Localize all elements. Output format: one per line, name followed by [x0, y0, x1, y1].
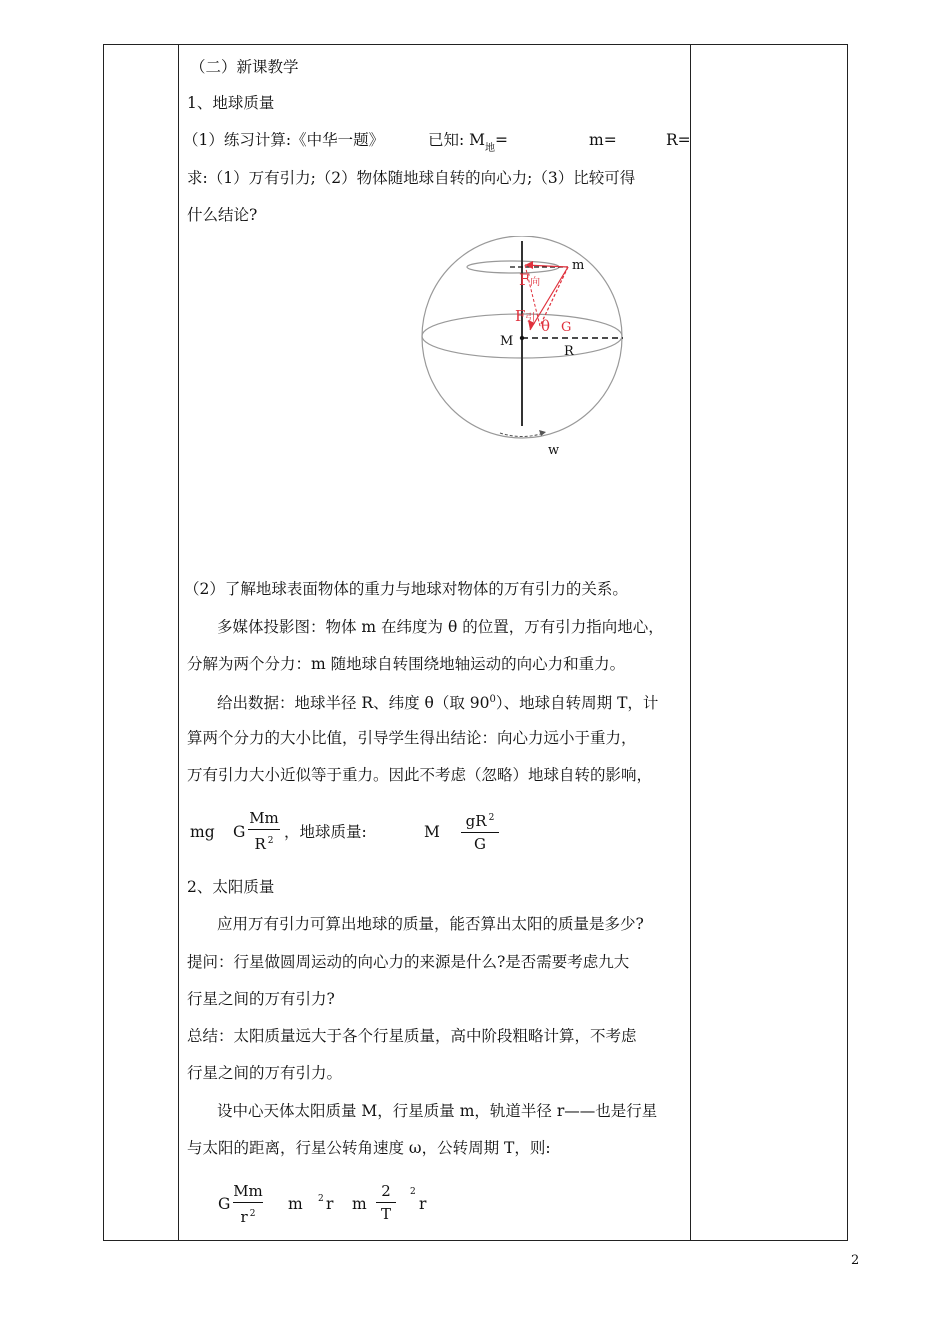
section-title: （二）新课教学: [190, 58, 299, 76]
paragraph-2: （2）了解地球表面物体的重力与地球对物体的万有引力的关系。: [184, 580, 628, 598]
paragraph-6a: 总结：太阳质量远大于各个行星质量，高中阶段粗略计算，不考虑: [187, 1027, 637, 1045]
paragraph-4b: 算两个分力的大小比值，引导学生得出结论：向心力远小于重力，: [187, 729, 637, 747]
f2-fraction2-numerator: 2: [381, 1182, 391, 1200]
exercise-line3: 什么结论?: [187, 206, 258, 224]
known-subscript: 地: [485, 143, 496, 154]
label-f-xiang: [519, 270, 540, 293]
r-equals: R=: [666, 131, 691, 149]
m-equals: m=: [589, 131, 617, 149]
f2-den1-sup: 2: [249, 1209, 256, 1219]
earth-center: [520, 336, 524, 340]
exercise-line1: [183, 130, 384, 150]
label-g: G: [561, 320, 572, 335]
f2-fraction2-denominator: T: [380, 1205, 391, 1223]
para4a-end: ）、地球自转周期 T，计: [495, 694, 659, 713]
f-xiang-letter: F: [519, 270, 531, 289]
den1-sup: 2: [267, 836, 274, 846]
exercise-line2: 求:（1）万有引力;（2）物体随地球自转的向心力;（3）比较可得: [187, 169, 636, 187]
paragraph-5b: 提问：行星做圆周运动的向心力的来源是什么?是否需要考虑九大: [187, 953, 630, 971]
centripetal-arrowhead: [525, 261, 533, 269]
column-divider-left: [178, 44, 179, 1241]
paragraph-3b: 分解为两个分力：m 随地球自转围绕地轴运动的向心力和重力。: [187, 655, 626, 673]
formula2-g: G: [218, 1195, 231, 1213]
f2-fraction1-numerator: Mm: [233, 1182, 263, 1200]
degree-mark: 0: [489, 694, 496, 705]
heading-sun-mass: 2、太阳质量: [187, 878, 275, 896]
label-big-m: M: [500, 334, 514, 349]
formula2-fraction2: [376, 1182, 396, 1223]
f-yin-letter: F: [515, 307, 526, 325]
formula2-sup2: 2: [410, 1187, 416, 1197]
formula1-comma-text: ，地球质量:: [284, 823, 367, 841]
formula1-fraction1: [248, 809, 280, 853]
paragraph-6b: 行星之间的万有引力。: [187, 1064, 343, 1082]
label-w: w: [548, 443, 560, 458]
paragraph-3a: 多媒体投影图：物体 m 在纬度为 θ 的位置，万有引力指向地心，: [217, 618, 664, 636]
known-label: 已知: M: [428, 131, 486, 149]
paragraph-5c: 行星之间的万有引力?: [187, 990, 335, 1008]
paragraph-5a: 应用万有引力可算出地球的质量，能否算出太阳的质量是多少?: [217, 915, 644, 933]
f2-den1-base: r: [240, 1208, 248, 1226]
f-xiang-sub: 向: [530, 277, 541, 288]
paragraph-7a: 设中心天体太阳质量 M，行星质量 m，轨道半径 r——也是行星: [217, 1102, 658, 1120]
formula2-r1: r: [326, 1195, 334, 1213]
fraction2-numerator: [461, 809, 499, 830]
formula1-fraction2: [461, 809, 499, 853]
heading-earth-mass: 1、地球质量: [187, 94, 275, 112]
formula2-m2: m: [352, 1195, 367, 1213]
num2-base: gR: [465, 812, 487, 830]
formula1-mg: mg: [190, 823, 215, 841]
den1-base: R: [254, 835, 266, 853]
num2-sup: 2: [488, 813, 495, 823]
formula2-fraction1: [233, 1182, 263, 1226]
f2-fraction1-denominator: [233, 1205, 263, 1226]
known-eq: =: [495, 131, 509, 149]
f-yin-sub: 引: [525, 313, 536, 324]
formula2-m1: m: [288, 1195, 303, 1213]
label-theta: θ: [541, 317, 551, 335]
label-m: m: [572, 258, 585, 273]
para4a-main: 给出数据：地球半径 R、纬度 θ（取 90: [217, 694, 490, 713]
paragraph-7b: 与太阳的距离，行星公转角速度 ω，公转周期 T，则:: [187, 1139, 551, 1157]
formula1-g: G: [233, 823, 246, 841]
formula2-sup1: 2: [318, 1194, 324, 1204]
label-f-yin: [515, 306, 535, 329]
paragraph-4c: 万有引力大小近似等于重力。因此不考虑（忽略）地球自转的影响，: [187, 766, 653, 784]
exercise-prefix: （1）练习计算:《中华一题》: [183, 131, 385, 149]
page-number: 2: [851, 1253, 860, 1268]
paragraph-4a: [217, 690, 658, 713]
fraction1-denominator: [248, 832, 280, 853]
formula1-m: M: [424, 823, 440, 841]
column-divider-right: [690, 44, 691, 1241]
rotation-arrow: [500, 433, 544, 437]
formula2-r2: r: [419, 1195, 427, 1213]
fraction1-numerator: Mm: [249, 809, 279, 827]
label-r: R: [564, 344, 574, 359]
fraction2-denominator: G: [474, 835, 486, 853]
known-block: [428, 130, 508, 153]
